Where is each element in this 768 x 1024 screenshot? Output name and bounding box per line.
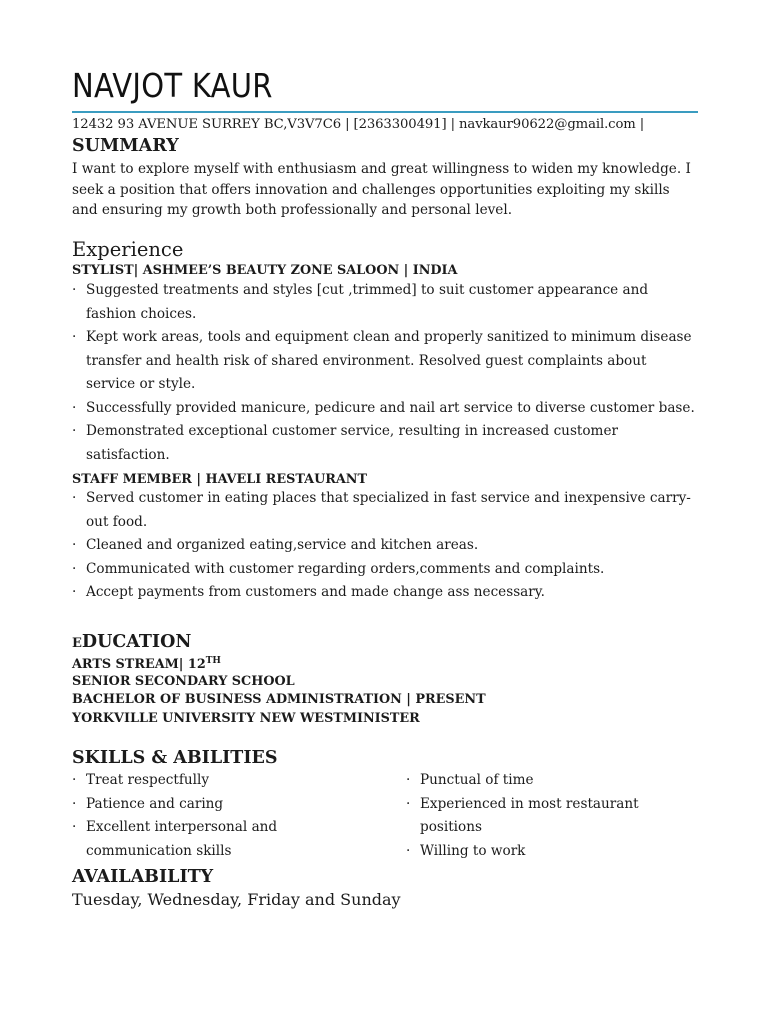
list-item: · Communicated with customer regarding orders,comments and complaints. [72, 558, 698, 582]
list-item: · Experienced in most restaurant positions [406, 793, 676, 840]
list-item: · Accept payments from customers and made change ass necessary. [72, 581, 698, 605]
list-item: · Punctual of time [406, 769, 676, 793]
list-item: · Successfully provided manicure, pedicure and nail art service to diverse customer base. [72, 397, 698, 421]
summary-text: I want to explore myself with enthusiasm and great willingness to widen my knowledge. I seek a position that offers innovation and challenges opportunities exploiting my skills and ensuring my growth both professionally and personal level. [72, 161, 691, 218]
candidate-name: NAVJOT KAUR [72, 66, 273, 105]
education-line-university: YORKVILLE UNIVERSITY NEW WESTMINISTER [72, 711, 420, 726]
list-item: · Patience and caring [72, 793, 312, 817]
education-arts-superscript: TH [205, 656, 221, 666]
availability-heading: AVAILABILITY [72, 867, 214, 887]
job-title-staff: STAFF MEMBER | HAVELI RESTAURANT [72, 472, 368, 487]
list-item: · Treat respectfully [72, 769, 312, 793]
list-item: · Excellent interpersonal and communication skills [72, 816, 312, 863]
job-bullets-stylist [72, 279, 698, 467]
list-item: · Suggested treatments and styles [cut ,trimmed] to suit customer appearance and fashion choices. [72, 279, 698, 326]
list-item: · Cleaned and organized eating,service and kitchen areas. [72, 534, 698, 558]
job-bullets-staff [72, 487, 698, 605]
list-item: · Served customer in eating places that specialized in fast service and inexpensive carry-out food. [72, 487, 698, 534]
summary-heading: SUMMARY [72, 136, 179, 156]
contact-line: 12432 93 AVENUE SURREY BC,V3V7C6 | [2363300491] | navkaur90622@gmail.com | [72, 117, 645, 132]
education-arts-text: ARTS STREAM| 12 [72, 657, 206, 672]
education-heading-rest: DUCATION [81, 632, 192, 652]
skills-list-left [72, 769, 312, 863]
education-line-school: SENIOR SECONDARY SCHOOL [72, 674, 295, 689]
skills-list-right [406, 769, 676, 863]
list-item: · Demonstrated exceptional customer service, resulting in increased customer satisfaction. [72, 420, 698, 467]
education-heading [72, 632, 191, 652]
education-line-degree: BACHELOR OF BUSINESS ADMINISTRATION | PRESENT [72, 692, 486, 707]
list-item: · Kept work areas, tools and equipment clean and properly sanitized to minimum disease transfer and health risk of shared environment. Resolved guest complaints about service or style. [72, 326, 698, 397]
job-title-stylist: STYLIST| ASHMEE’S BEAUTY ZONE SALOON | INDIA [72, 263, 458, 278]
education-line-arts [72, 656, 221, 672]
education-heading-initial: E [72, 636, 82, 651]
experience-heading: Experience [72, 238, 184, 261]
list-item: · Willing to work [406, 840, 676, 864]
availability-text: Tuesday, Wednesday, Friday and Sunday [72, 890, 401, 909]
header-rule [72, 111, 698, 113]
skills-heading: SKILLS & ABILITIES [72, 748, 278, 768]
